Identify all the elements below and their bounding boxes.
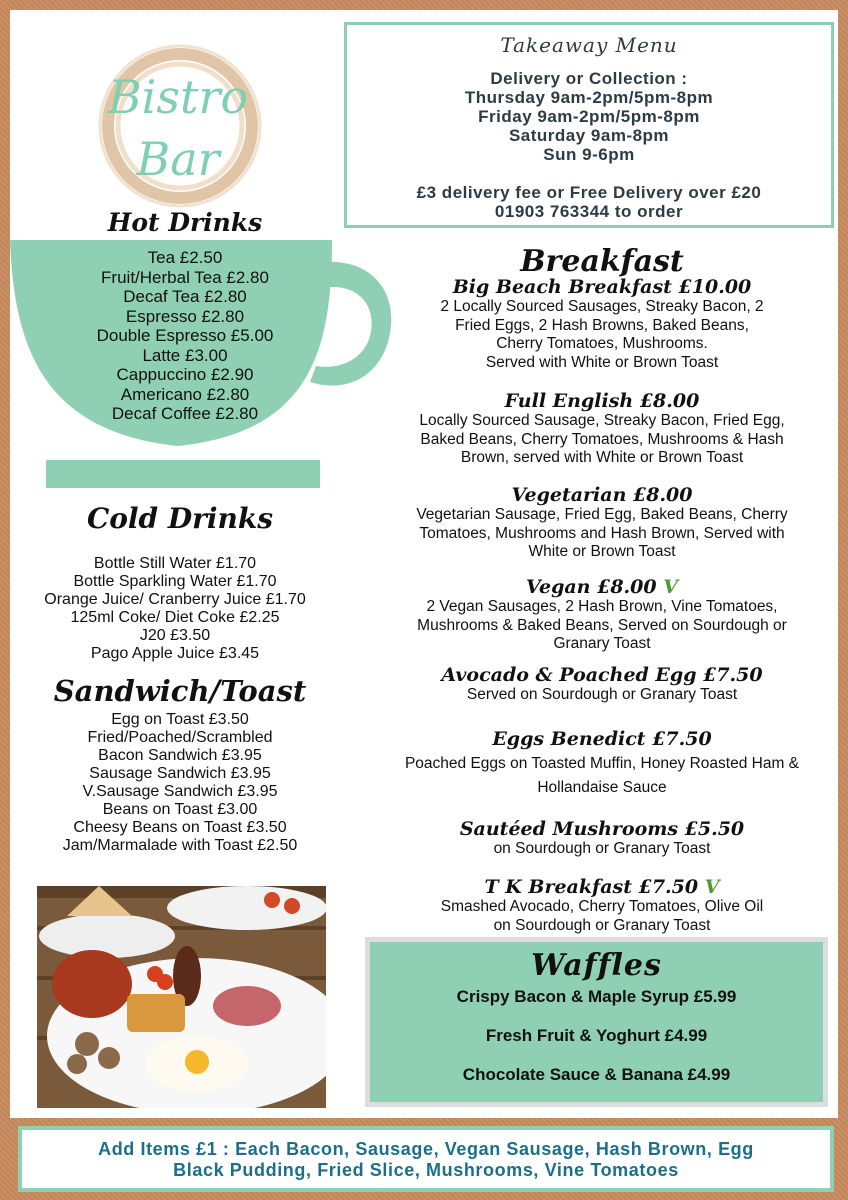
breakfast-item-desc: Baked Beans, Cherry Tomatoes, Mushrooms & Hash — [420, 430, 784, 448]
sandwich-item: Sausage Sandwich £3.95 — [89, 765, 271, 782]
breakfast-item-name: Full English £8.00 — [504, 390, 700, 412]
breakfast-item-name-row — [362, 876, 842, 898]
breakfast-title: Breakfast — [520, 244, 684, 279]
breakfast-item-desc: 2 Locally Sourced Sausages, Streaky Bacon, 2 — [440, 298, 764, 315]
takeaway-info-box — [344, 22, 834, 228]
cold-drinks-title: Cold Drinks — [86, 502, 274, 535]
breakfast-item-name-row — [362, 576, 842, 598]
breakfast-item-name: Avocado & Poached Egg £7.50 — [441, 664, 763, 686]
breakfast-item-desc: Smashed Avocado, Cherry Tomatoes, Olive Oil — [440, 898, 764, 915]
hot-drink-item: Decaf Coffee £2.80 — [111, 404, 259, 423]
cold-drink-item: Pago Apple Juice £3.45 — [90, 645, 260, 662]
breakfast-item — [362, 818, 842, 859]
breakfast-item-desc: Locally Sourced Sausage, Streaky Bacon, Fried Egg, — [419, 412, 785, 429]
breakfast-item-desc: Cherry Tomatoes, Mushrooms. — [496, 335, 708, 352]
vegan-mark: V — [663, 576, 678, 598]
hot-drink-item: Cappuccino £2.90 — [116, 365, 254, 384]
breakfast-item — [362, 276, 842, 372]
hot-drink-item: Espresso £2.80 — [125, 306, 245, 326]
sandwich-item: Cheesy Beans on Toast £3.50 — [73, 819, 287, 836]
sandwich-item: Beans on Toast £3.00 — [102, 801, 258, 818]
vegan-mark: V — [704, 876, 720, 898]
breakfast-item-name: Vegan £8.00 — [526, 576, 657, 598]
breakfast-item-desc: Hollandaise Sauce — [537, 779, 667, 796]
breakfast-item-desc: Fried Eggs, 2 Hash Browns, Baked Beans, — [455, 316, 749, 334]
breakfast-item-desc: Vegetarian Sausage, Fried Egg, Baked Beans, Cherry — [416, 506, 788, 523]
cold-drink-item: Orange Juice/ Cranberry Juice £1.70 — [44, 591, 306, 608]
breakfast-item — [362, 728, 842, 800]
hot-drink-item: Double Espresso £5.00 — [96, 326, 274, 345]
hot-drink-item: Tea £2.50 — [147, 248, 223, 267]
breakfast-item — [362, 390, 842, 468]
breakfast-item-desc: Served on Sourdough or Granary Toast — [466, 686, 738, 703]
cold-drink-item: Bottle Sparkling Water £1.70 — [73, 573, 277, 590]
add-items-line: Black Pudding, Fried Slice, Mushrooms, Vine Tomatoes — [173, 1160, 679, 1180]
logo-line-1: Bistro — [107, 70, 249, 124]
breakfast-item — [362, 664, 842, 705]
breakfast-item-desc: on Sourdough or Granary Toast — [493, 916, 711, 934]
breakfast-item-name: Vegetarian £8.00 — [511, 484, 693, 506]
takeaway-line: Friday 9am-2pm/5pm-8pm — [478, 107, 700, 126]
breakfast-item — [362, 484, 842, 562]
cold-drink-item: J20 £3.50 — [139, 627, 211, 644]
cold-drink-item: 125ml Coke/ Diet Coke £2.25 — [70, 609, 280, 626]
breakfast-item-desc: White or Brown Toast — [528, 543, 676, 560]
breakfast-item — [362, 576, 842, 654]
phone-number: 01903 763344 to order — [494, 202, 684, 221]
waffles-box — [370, 942, 823, 1102]
hot-drink-item: Fruit/Herbal Tea £2.80 — [101, 267, 269, 287]
breakfast-item-name: Big Beach Breakfast £10.00 — [452, 276, 752, 298]
sandwich-item: Fried/Poached/Scrambled — [87, 729, 273, 746]
sandwich-title: Sandwich/Toast — [53, 674, 307, 708]
takeaway-line: Saturday 9am-8pm — [508, 126, 670, 145]
breakfast-item-desc: Mushrooms & Baked Beans, Served on Sourdough or — [417, 616, 787, 634]
bistro-bar-logo — [88, 38, 268, 208]
hot-drink-item: Latte £3.00 — [142, 345, 228, 365]
breakfast-item-desc: Tomatoes, Mushrooms and Hash Brown, Served with — [419, 524, 785, 542]
waffle-item: Chocolate Sauce & Banana £4.99 — [462, 1065, 731, 1084]
hot-drinks-list — [60, 248, 310, 424]
breakfast-item-desc: 2 Vegan Sausages, 2 Hash Brown, Vine Tomatoes, — [426, 598, 778, 615]
sandwich-item: V.Sausage Sandwich £3.95 — [82, 783, 278, 800]
hot-drinks-title: Hot Drinks — [107, 208, 263, 237]
breakfast-photo — [37, 886, 326, 1108]
delivery-fee: £3 delivery fee or Free Delivery over £20 — [416, 183, 762, 202]
breakfast-item — [362, 876, 842, 935]
waffle-item: Fresh Fruit & Yoghurt £4.99 — [485, 1026, 708, 1045]
breakfast-item-desc: Poached Eggs on Toasted Muffin, Honey Roasted Ham & — [404, 755, 800, 772]
breakfast-item-name: Eggs Benedict £7.50 — [492, 728, 712, 750]
takeaway-line: Thursday 9am-2pm/5pm-8pm — [464, 88, 714, 107]
menu-page — [10, 10, 838, 1118]
cold-drinks-list — [10, 555, 340, 663]
waffle-item: Crispy Bacon & Maple Syrup £5.99 — [456, 987, 737, 1006]
breakfast-item-desc: on Sourdough or Granary Toast — [493, 840, 711, 857]
hot-drink-item: Americano £2.80 — [120, 384, 250, 404]
sandwich-list — [20, 711, 340, 855]
waffles-panel — [365, 937, 828, 1107]
breakfast-item-desc: Granary Toast — [553, 635, 651, 652]
hot-drink-item: Decaf Tea £2.80 — [123, 287, 247, 306]
sandwich-item: Egg on Toast £3.50 — [111, 711, 249, 728]
takeaway-line: Delivery or Collection : — [490, 69, 688, 88]
add-items-banner — [18, 1126, 834, 1192]
cold-drink-item: Bottle Still Water £1.70 — [93, 555, 257, 572]
add-items-line: Add Items £1 : Each Bacon, Sausage, Vegan Sausage, Hash Brown, Egg — [98, 1139, 754, 1159]
breakfast-item-name: Sautéed Mushrooms £5.50 — [459, 818, 745, 840]
logo-line-2: Bar — [136, 132, 220, 186]
breakfast-item-desc: Brown, served with White or Brown Toast — [460, 449, 744, 466]
takeaway-title: Takeaway Menu — [500, 33, 678, 57]
breakfast-plate-illustration — [37, 886, 326, 1108]
takeaway-line: Sun 9-6pm — [543, 145, 635, 164]
breakfast-item-desc: Served with White or Brown Toast — [485, 353, 719, 371]
breakfast-item-name: T K Breakfast £7.50 — [484, 876, 699, 898]
sandwich-item: Bacon Sandwich £3.95 — [98, 747, 262, 764]
sandwich-item: Jam/Marmalade with Toast £2.50 — [62, 837, 298, 854]
waffles-title: Waffles — [531, 948, 662, 983]
